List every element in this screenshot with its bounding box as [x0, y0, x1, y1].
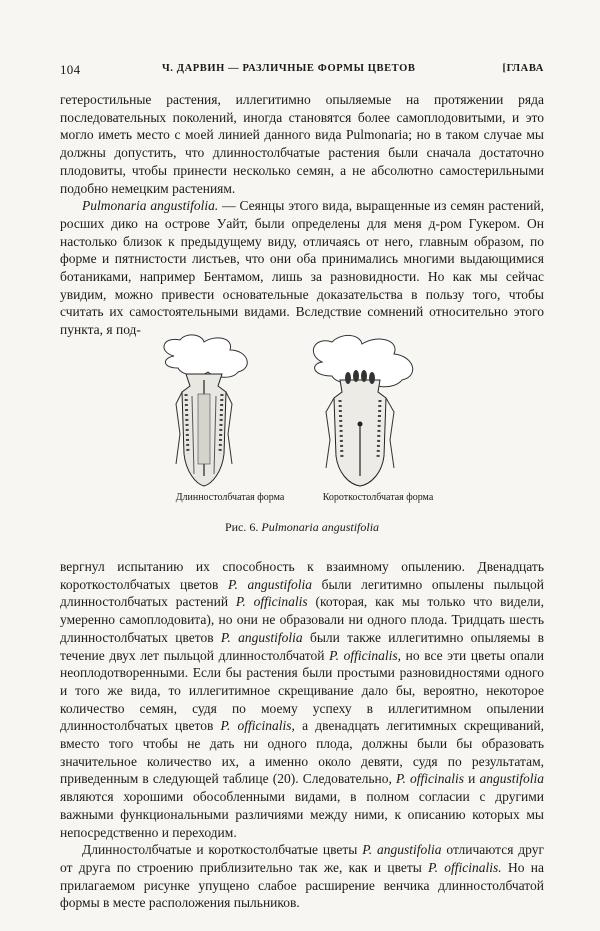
paragraph-2-text: — Сеянцы этого вида, выращенные из семян растений, росших дико на острове Уайт, были определены для меня д-ром Гукером. Он настолько близок к предыдущему виду, отличаясь от него, главным образом, по форме и пятнистости листьев, что они оба принимались многими выдающимися ботаниками, например Бентамом, лишь за разновидности. Но как мы сейчас увидим, можно привести основательные доказательства в пользу того, чтобы считать их самостоятельными видами. Вследствие сомнений относительно этого пункта, я под-	[60, 198, 544, 338]
paragraph-1: гетеростильные растения, иллегитимно опыляемые на протяжении ряда последовательных поколений, иногда становятся более самоплодовитыми, и это могло иметь место с моей линией данного вида Pulmonaria; но в таком случае мы должны допустить, что длинностолбчатые растения были сначала достаточно плодовиты, чтобы принести несколько семян, а не абсолютно самостерильными подобно немецким растениям.	[60, 92, 544, 196]
figure-number: Рис. 6.	[224, 520, 259, 534]
text-block-bottom	[60, 558, 544, 912]
paragraph-4: Длинностолбчатые и короткостолбчатые цветы P. angustifolia отличаются друг от друга по строению приблизительно так же, как и цветы P. officinalis. Но на прилагаемом рисунке упущено слабое расширение венчика длинностолбчатой формы в месте расположения пыльников.	[60, 842, 545, 911]
page-number: 104	[60, 62, 81, 77]
figure-title	[60, 520, 544, 535]
paragraph-3: вергнул испытанию их способность к взаимному опылению. Двенадцать короткостолбчатых цветов P. angustifolia были легитимно опылены пыльцой длинностолбчатых растений P. officinalis (которая, как мы только что видели, умеренно самоплодовита), но они не образовали ни одного плода. Тридцать шесть длинностолбчатых цветов P. angustifolia были также иллегитимно опыляемы в течение двух лет пыльцой длинностолбчатой P. officinalis, но все эти цветы опали неоплодотворенными. Если бы растения были простыми разновидностями одного и того же вида, то иллегитимное скрещивание дало бы, вероятно, некоторое количество семян, судя по моему успеху в иллегитимном опылении длинностолбчатых цветов P. officinalis, а двенадцать легитимных скрещиваний, вместо того чтобы не дать ни одного плода, должны были бы образовать значительное количество их, а именно около девяти, судя по результатам, приведенным в следующей таблице (20). Следовательно, P. officinalis и angustifolia являются хорошими обособленными видами, в полном согласии с другими важными функциональными различиями между ними, к описанию которых мы непосредственно и переходим.	[60, 559, 545, 840]
short-styled-flower-illustration	[302, 334, 432, 489]
paragraph-2	[60, 197, 544, 339]
chapter-label: [ГЛАВА	[502, 63, 544, 74]
running-title: Ч. ДАРВИН — РАЗЛИЧНЫЕ ФОРМЫ ЦВЕТОВ	[162, 63, 416, 74]
text-block-top	[60, 91, 544, 339]
figure-species: Pulmonaria angustifolia	[261, 520, 380, 534]
long-styled-flower-illustration	[156, 334, 266, 489]
caption-short-styled: Короткостолбчатая форма	[322, 492, 434, 503]
caption-long-styled: Длинностолбчатая форма	[175, 492, 285, 503]
species-heading: Pulmonaria angustifolia.	[82, 198, 219, 214]
page-header	[60, 62, 544, 78]
figure-6	[60, 334, 544, 544]
